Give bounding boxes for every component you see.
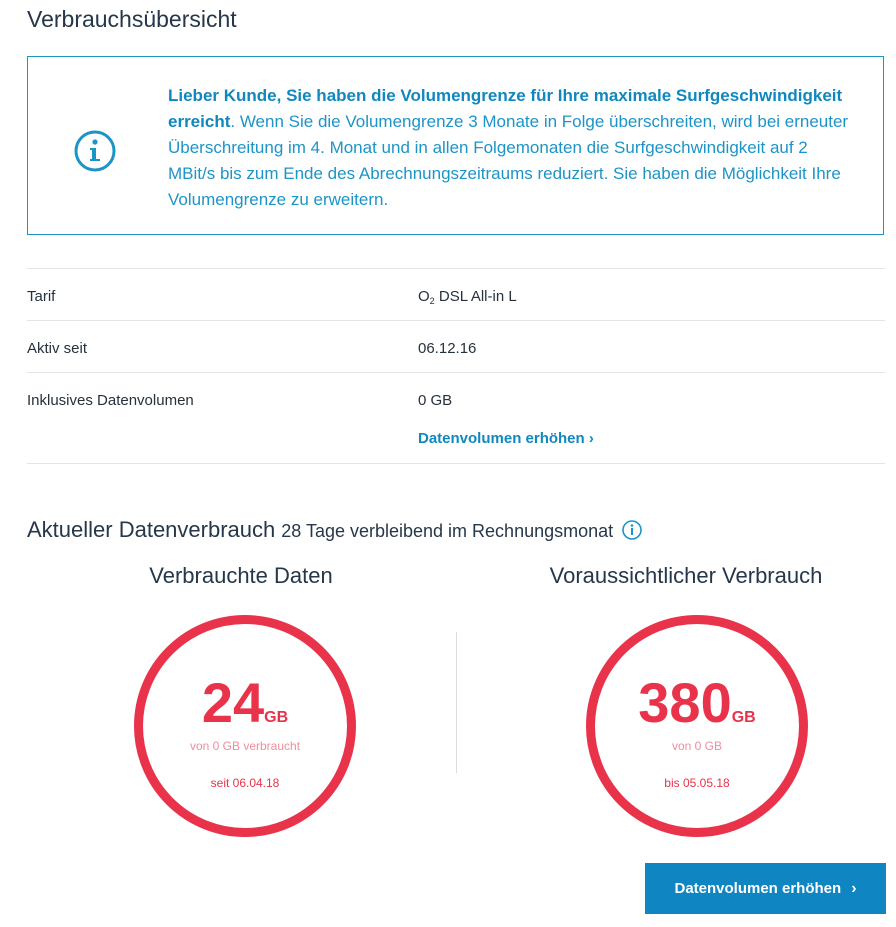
contract-details [27,268,885,464]
gauge-divider [456,632,457,773]
used-data-heading: Verbrauchte Daten [149,563,333,588]
used-data-caption: von 0 GB verbraucht [189,739,301,753]
used-value-number: 24 [201,671,265,734]
increase-volume-button[interactable] [645,863,886,914]
tarif-value [418,288,517,306]
used-data-value [143,672,347,749]
volumen-label: Inklusives Datenvolumen [27,392,194,409]
notice-body-text: . Wenn Sie die Volumengrenze 3 Monate in Folge überschreiten, wird bei erneuter Überschreitung im 4. Monat und in allen Folgemonaten die Surfgeschwindigkeit auf 2 MBit/s bis zum Ende des Abrechnungszeitraums reduziert. Sie haben die Möglichkeit Ihre Volumengrenze zu erweitern. [168,112,849,209]
details-row-tarif [27,268,885,320]
forecast-value-number: 380 [638,671,732,734]
details-row-volumen [27,372,885,464]
usage-subtitle: 28 Tage verbleibend im Rechnungsmonat [281,521,614,541]
info-icon[interactable] [621,519,643,541]
page-title: Verbrauchsübersicht [27,6,237,32]
used-data-circle [134,615,356,837]
forecast-circle [586,615,808,837]
aktiv-label: Aktiv seit [27,340,88,357]
notice-bold-text: Lieber Kunde, Sie haben die Volumengrenze für Ihre maximale Surfgeschwindigkeit erreicht [168,86,843,131]
info-circle-icon [73,129,117,173]
details-row-aktiv [27,320,885,372]
volumen-value: 0 GB [418,392,453,409]
usage-title-text: Aktueller Datenverbrauch [27,517,276,542]
tarif-value-prefix: O [418,288,430,305]
used-data-date: seit 06.04.18 [210,776,280,790]
tarif-label: Tarif [27,288,56,305]
forecast-heading: Voraussichtlicher Verbrauch [549,563,823,588]
chevron-right-icon: › [851,879,857,897]
used-value-unit: GB [264,709,289,726]
tarif-value-sub: 2 [429,296,435,306]
notice-text [168,83,858,213]
usage-title [27,515,643,543]
forecast-value [595,672,799,749]
info-notice-box [27,56,884,235]
increase-volume-link[interactable]: Datenvolumen erhöhen › [418,430,594,447]
aktiv-value: 06.12.16 [418,340,477,357]
increase-volume-button-label: Datenvolumen erhöhen [674,880,842,897]
forecast-value-unit: GB [731,709,756,726]
tarif-value-name: DSL All-in L [434,288,517,305]
forecast-caption: von 0 GB [671,739,723,753]
forecast-date: bis 05.05.18 [664,776,730,790]
